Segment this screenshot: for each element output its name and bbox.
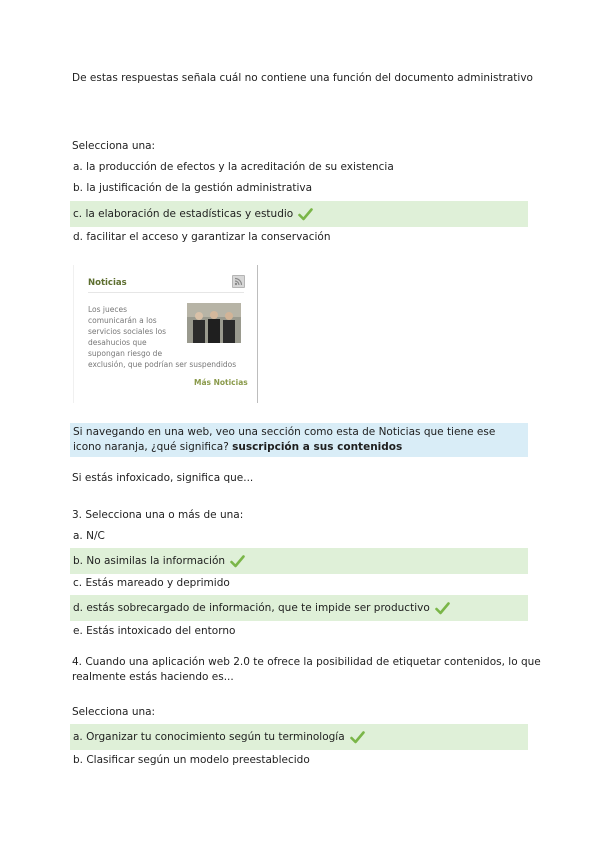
option-label: d. facilitar el acceso y garantizar la conservación [73, 231, 331, 243]
option-label: b. la justificación de la gestión administrativa [73, 182, 313, 194]
check-icon [350, 731, 365, 744]
q4-option-b[interactable] [70, 750, 528, 770]
option-label: d. estás sobrecargado de información, que te impide ser productivo [73, 602, 430, 614]
q3-intro: Si estás infoxicado, significa que... [72, 472, 254, 484]
q1-question: De estas respuestas señala cuál no contiene una función del documento administrativo [72, 72, 533, 84]
q1-option-d[interactable] [70, 227, 528, 247]
option-label: c. Estás mareado y deprimido [73, 577, 230, 589]
q3-option-c[interactable] [70, 573, 528, 593]
option-label: a. N/C [73, 530, 105, 542]
q4-question-line1: 4. Cuando una aplicación web 2.0 te ofrece la posibilidad de etiquetar contenidos, lo que [72, 656, 541, 668]
q1-option-c[interactable] [70, 201, 528, 227]
q2-answer: suscripción a sus contenidos [232, 441, 403, 453]
q3-option-d[interactable] [70, 595, 528, 621]
q1-prompt: Selecciona una: [72, 140, 156, 152]
widget-divider [88, 292, 244, 293]
q4-prompt: Selecciona una: [72, 706, 156, 718]
option-label: b. No asimilas la información [73, 555, 226, 567]
option-label: c. la elaboración de estadísticas y estudio [73, 208, 294, 220]
q1-option-a[interactable] [70, 157, 528, 177]
q3-option-e[interactable] [70, 621, 528, 641]
q2-feedback [70, 423, 528, 457]
check-icon [230, 555, 245, 568]
check-icon [435, 602, 450, 615]
news-widget-image [73, 265, 258, 403]
q3-option-a[interactable] [70, 526, 528, 546]
q4-option-a[interactable] [70, 724, 528, 750]
news-photo [187, 303, 241, 343]
option-label: b. Clasificar según un modelo preestablecido [73, 754, 310, 766]
widget-title: Noticias [88, 278, 127, 288]
option-label: a. Organizar tu conocimiento según tu terminología [73, 731, 345, 743]
more-news-link: Más Noticias [194, 378, 248, 387]
check-icon [298, 208, 313, 221]
option-label: e. Estás intoxicado del entorno [73, 625, 236, 637]
q1-option-b[interactable] [70, 178, 528, 198]
q3-option-b[interactable] [70, 548, 528, 574]
q4-question-line2: realmente estás haciendo es... [72, 671, 234, 683]
option-label: a. la producción de efectos y la acreditación de su existencia [73, 161, 394, 173]
widget-news-text: Los jueces comunicarán a los servicios sociales los desahucios que supongan riesgo de exclusión, que podrían ser suspendidos [88, 305, 237, 369]
q2-question: Si navegando en una web, veo una sección como esta de Noticias que tiene ese icono naranja, ¿qué significa? [73, 426, 496, 453]
rss-icon [232, 275, 245, 288]
q3-prompt: 3. Selecciona una o más de una: [72, 509, 244, 521]
